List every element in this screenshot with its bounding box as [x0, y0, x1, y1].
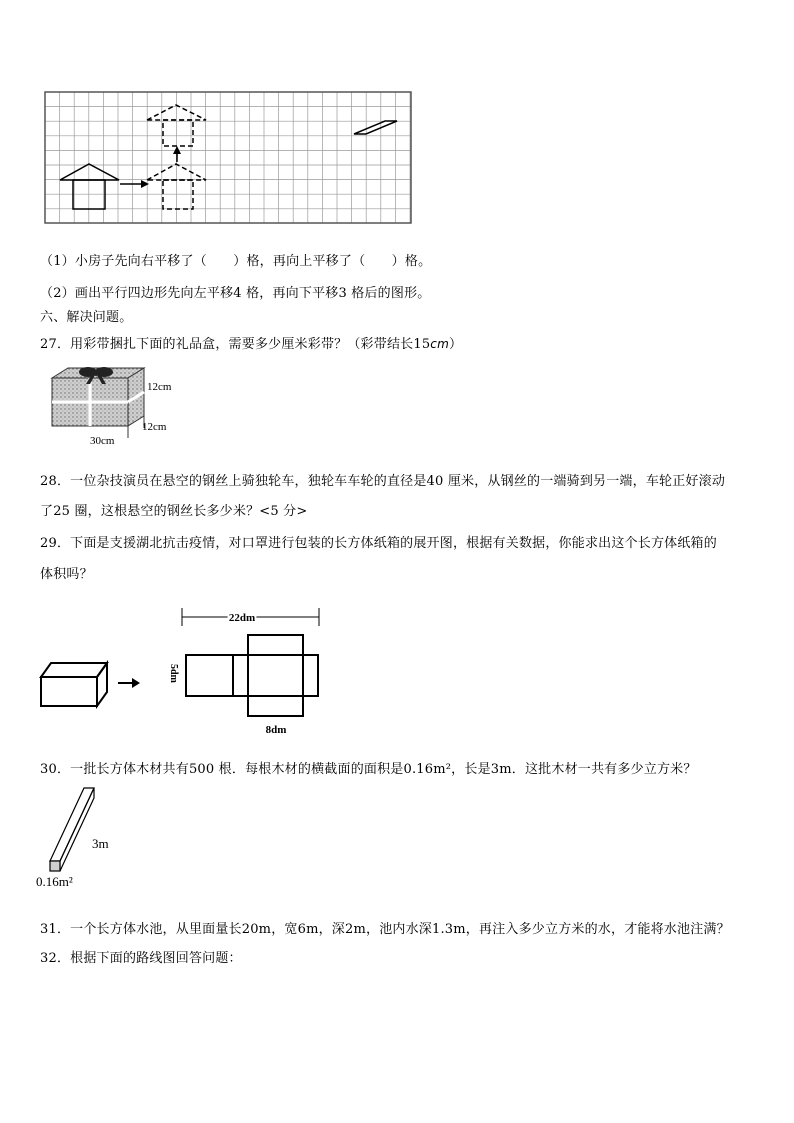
question-27-text: 27．用彩带捆扎下面的礼品盒，需要多少厘米彩带？（彩带结长15	[40, 337, 431, 352]
question-31: 31．一个长方体水池，从里面量长20m，宽6m，深2m，池内水深1.3m，再注入多少立方米的水，才能将水池注满？	[40, 922, 730, 937]
arrow-right-icon	[120, 180, 149, 188]
sub-question-1: （1）小房子先向右平移了（ ）格，再向上平移了（ ）格。	[40, 254, 432, 269]
timber-length-label: 3m	[92, 836, 109, 851]
box-net-figure	[36, 600, 336, 740]
question-29-line-1: 29．下面是支援湖北抗击疫情，对口罩进行包装的长方体纸箱的展开图，根据有关数据，你能求出这个长方体纸箱的	[40, 536, 717, 551]
cuboid-box	[41, 663, 107, 706]
timber-area-label: 0.16m²	[36, 874, 73, 889]
question-30: 30．一批长方体木材共有500 根．每根木材的横截面的面积是0.16m²，长是3m．这批木材一共有多少立方米？	[40, 762, 697, 777]
grid	[45, 92, 411, 223]
gift-box-length-label: 30cm	[90, 435, 115, 446]
arrow-right-icon	[118, 678, 140, 688]
net-top-dimension-label: 22dm	[228, 612, 256, 624]
section-heading: 六、解决问题。	[40, 310, 133, 325]
sub-question-2: （2）画出平行四边形先向左平移4 格，再向下平移3 格后的图形。	[40, 286, 431, 301]
house-original	[60, 164, 119, 209]
gift-box-width-label: 12cm	[142, 421, 167, 433]
question-27-close: ）	[448, 337, 463, 352]
box-net	[186, 635, 318, 716]
question-32: 32．根据下面的路线图回答问题：	[40, 951, 242, 966]
question-28-line-2: 了25 圈，这根悬空的钢丝长多少米？<5 分>	[40, 504, 308, 519]
net-side-dimension-label: 5dm	[168, 664, 179, 683]
arrow-up-icon	[173, 146, 181, 162]
parallelogram	[354, 121, 397, 134]
question-27	[40, 333, 462, 352]
translation-grid-figure	[40, 88, 415, 228]
gift-box-figure	[48, 364, 188, 446]
grid-border	[45, 92, 411, 223]
timber-figure	[34, 786, 134, 894]
net-bottom-dimension-label: 8dm	[265, 724, 287, 736]
question-27-unit: cm	[430, 337, 449, 351]
gift-box-height-label: 12cm	[147, 381, 172, 393]
question-29-line-2: 体积吗？	[40, 567, 93, 582]
question-28-line-1: 28．一位杂技演员在悬空的钢丝上骑独轮车，独轮车车轮的直径是40 厘米，从钢丝的一端骑到另一端，车轮正好滚动	[40, 474, 726, 489]
